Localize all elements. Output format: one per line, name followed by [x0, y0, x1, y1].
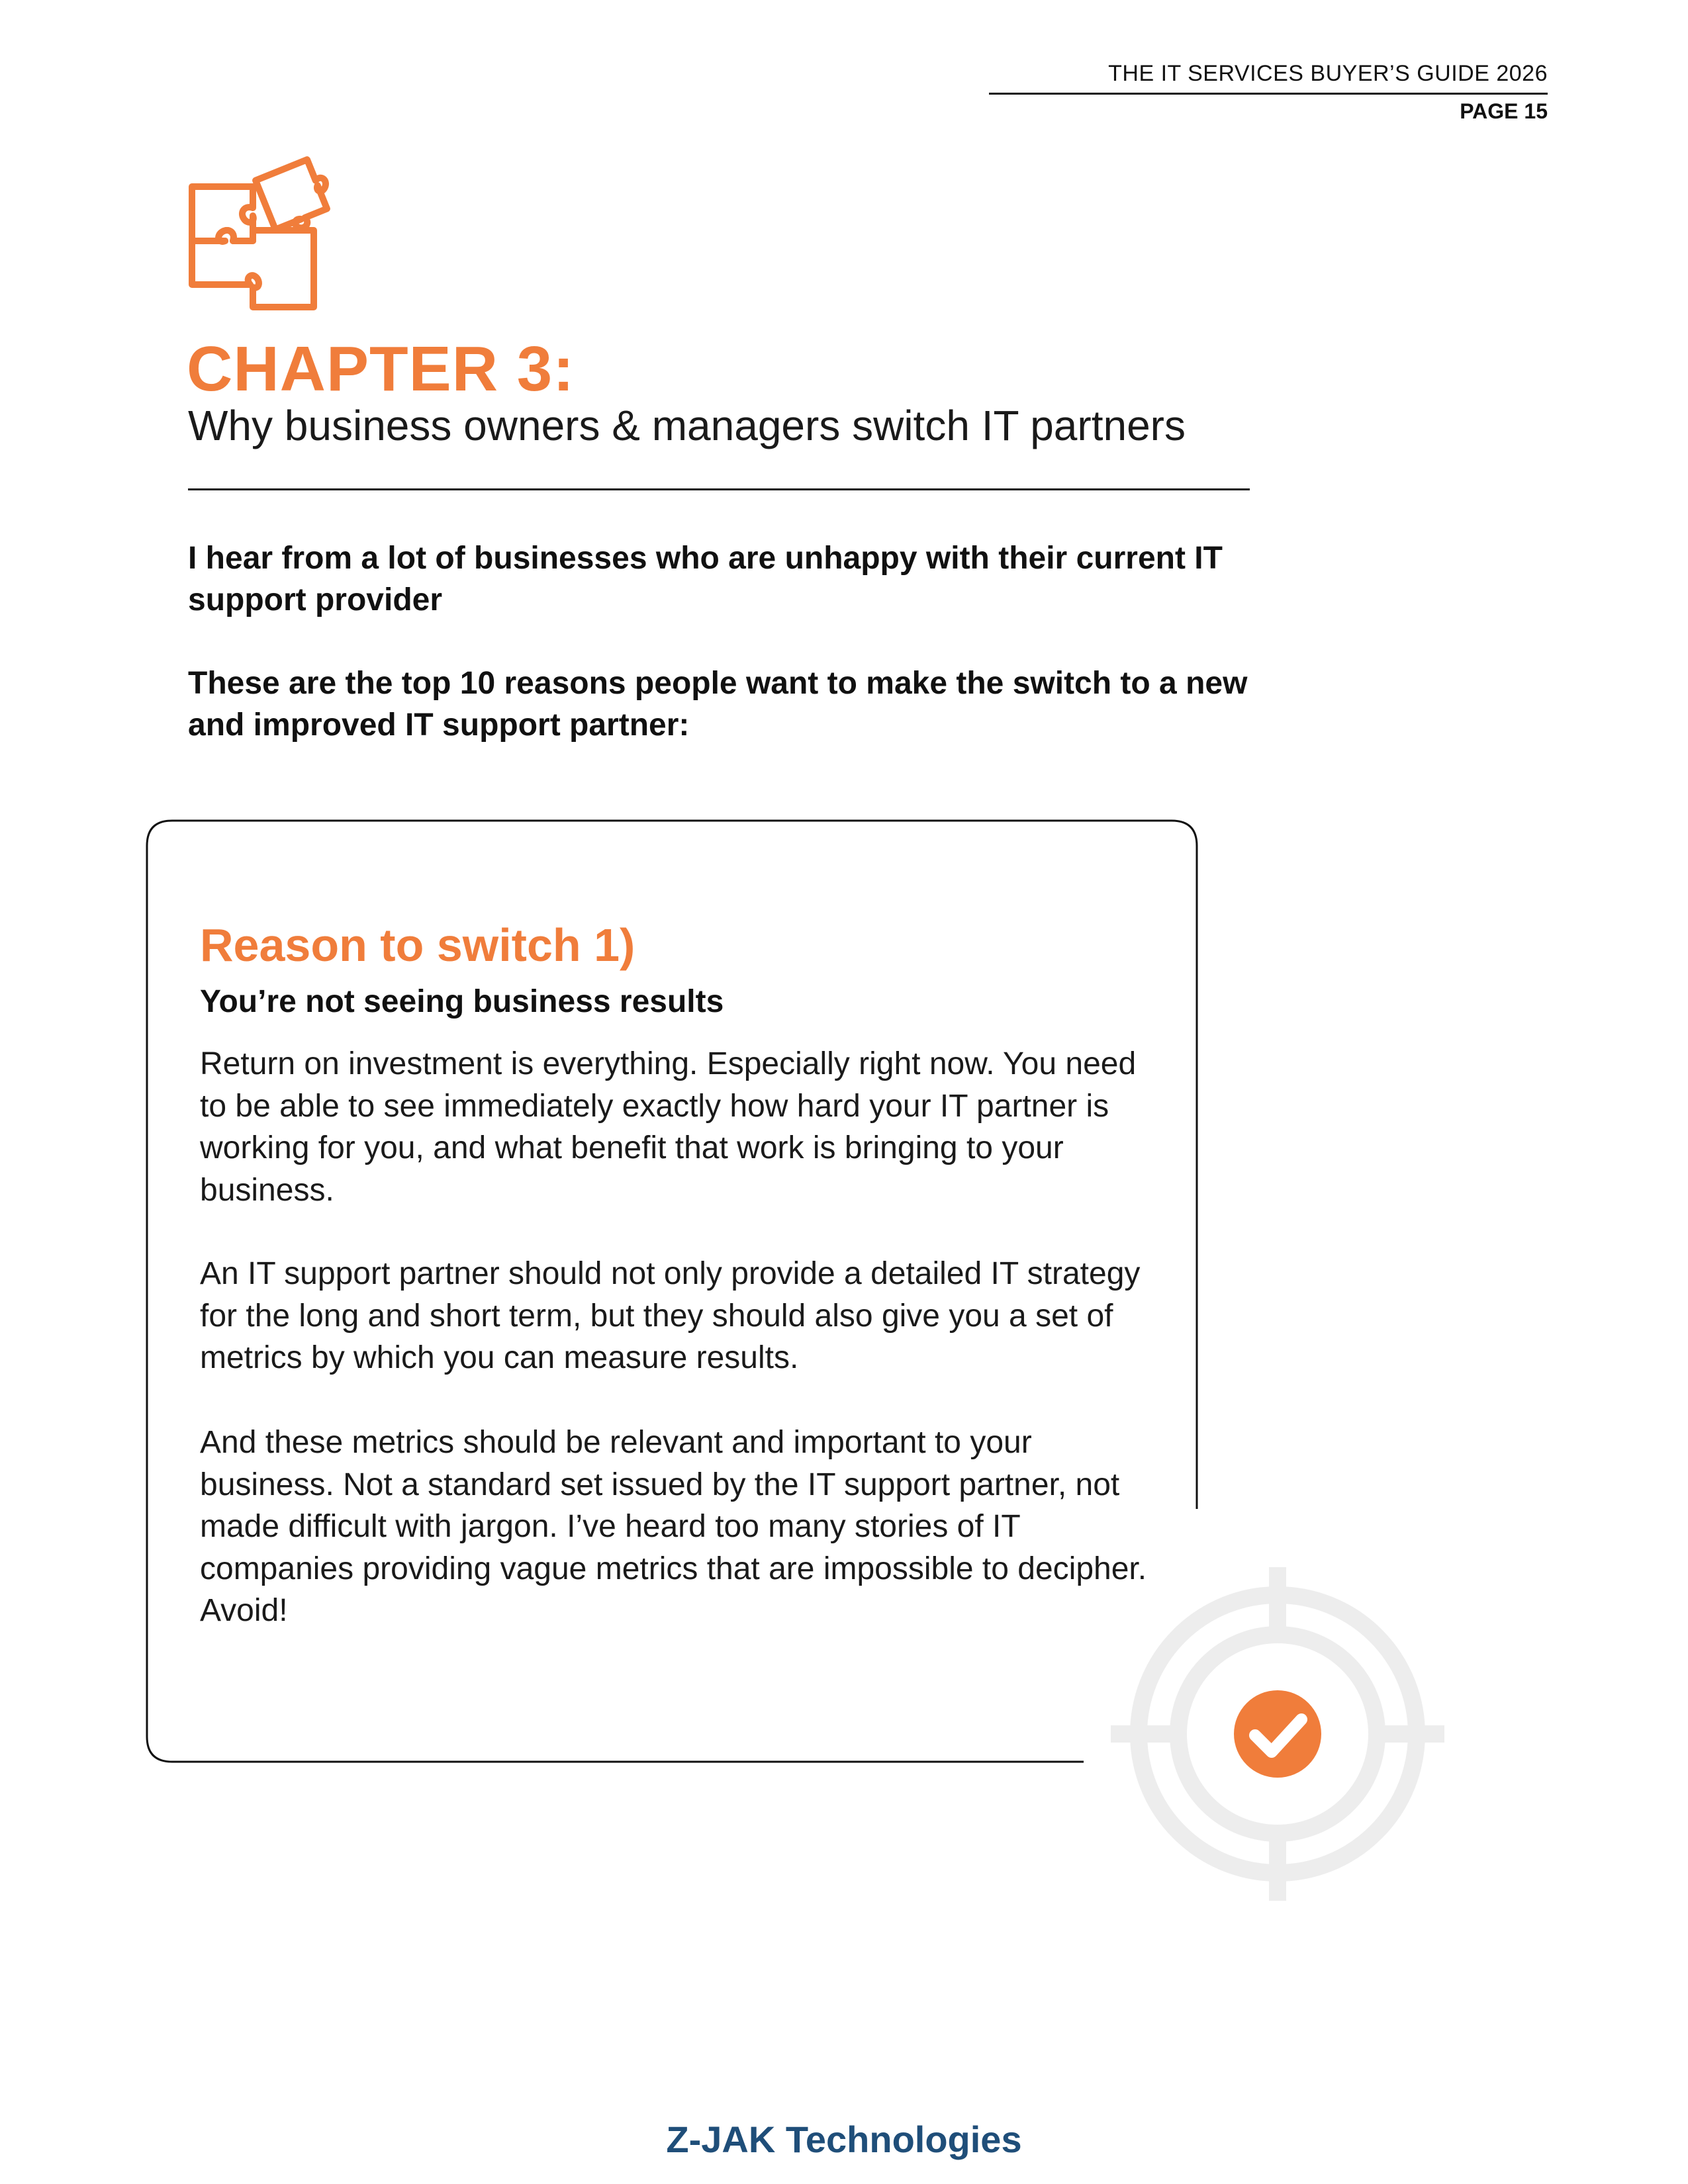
reason-paragraph-3: And these metrics should be relevant and important to your business. Not a standard set issued by the IT support partner, not made difficult with jargon. I’ve heard too many stories of IT companies providing vague metrics that are impossible to decipher. Avoid! — [200, 1425, 1147, 1628]
reason-subtitle: You’re not seeing business results — [200, 984, 724, 1019]
reason-paragraph-1: Return on investment is everything. Especially right now. You need to be able to see immediately exactly how hard your IT partner is working for you, and what benefit that work is bringing to your business. — [200, 1046, 1137, 1208]
reason-paragraph-2: An IT support partner should not only provide a detailed IT strategy for the long and short term, but they should also give you a set of metrics by which you can measure results. — [200, 1256, 1141, 1375]
header-divider — [989, 93, 1548, 95]
guide-title: THE IT SERVICES BUYER’S GUIDE 2026 — [1108, 61, 1548, 86]
chapter-subtitle: Why business owners & managers switch IT partners — [188, 402, 1186, 449]
intro-paragraph-2: These are the top 10 reasons people want to make the switch to a new and improved IT support partner: — [188, 666, 1248, 743]
target-check-icon — [1105, 1562, 1450, 1906]
puzzle-pieces-icon — [187, 154, 346, 312]
chapter-title: CHAPTER 3: — [187, 334, 575, 404]
page-number: PAGE 15 — [1460, 99, 1548, 123]
chapter-divider — [188, 488, 1250, 490]
intro-paragraph-1: I hear from a lot of businesses who are unhappy with their current IT support provider — [188, 541, 1223, 617]
footer-company-name: Z-JAK Technologies — [666, 2118, 1022, 2160]
reason-title: Reason to switch 1) — [200, 919, 635, 971]
